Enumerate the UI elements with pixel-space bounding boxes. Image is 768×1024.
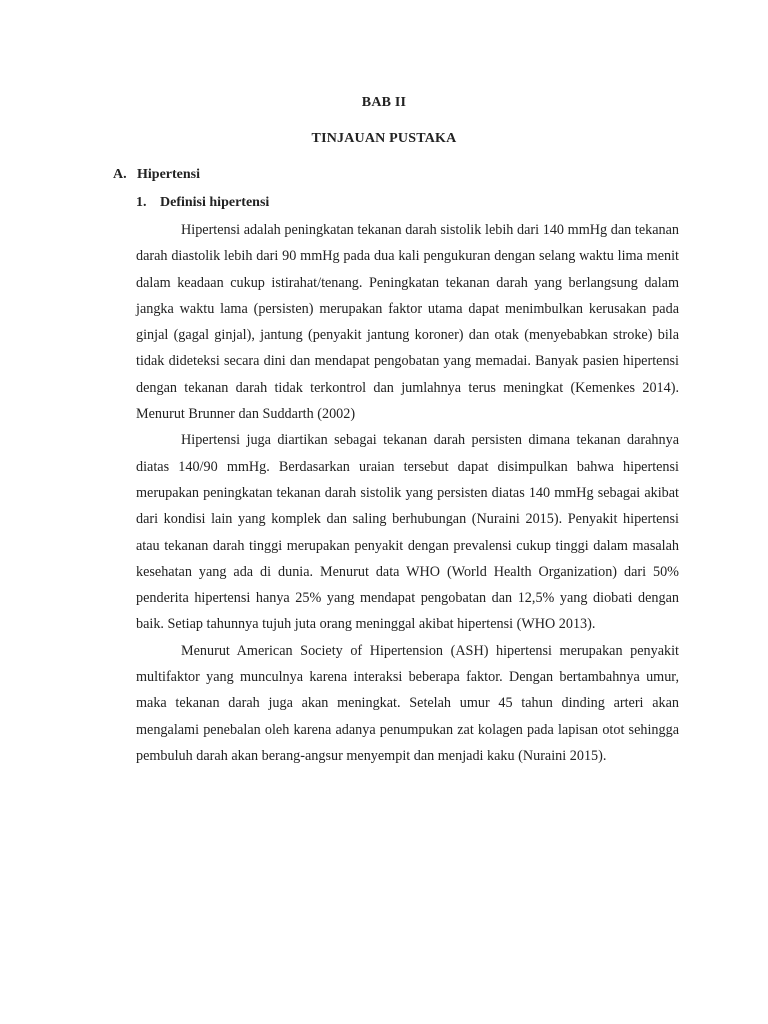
paragraph: Menurut American Society of Hipertension (ASH) hipertensi merupakan penyakit multifaktor yang munculnya karena interaksi beberapa faktor. Dengan bertambahnya umur, maka tekanan darah juga akan meningkat. Setelah umur 45 tahun dinding arteri akan mengalami penebalan oleh karena adanya penumpukan zat kolagen pada lapisan otot sehingga pembuluh darah akan berang-angsur menyempit dan menjadi kaku (Nuraini 2015).: [136, 642, 679, 764]
subsection-heading: [136, 195, 269, 211]
section-title: Hipertensi: [137, 167, 200, 182]
chapter-number: BAB II: [361, 95, 407, 110]
subsection-title: Definisi hipertensi: [160, 195, 270, 210]
chapter-title: TINJAUAN PUSTAKA: [311, 131, 457, 146]
section-heading: [113, 167, 200, 183]
section-marker: A.: [113, 167, 127, 182]
subsection-marker: 1.: [136, 195, 147, 210]
body-text: [136, 217, 679, 769]
paragraph: Hipertensi juga diartikan sebagai tekanan darah persisten dimana tekanan darahnya diatas 140/90 mmHg. Berdasarkan uraian tersebut dapat disimpulkan bahwa hipertensi merupakan peningkatan tekanan darah sistolik yang persisten diatas 140 mmHg sebagai akibat dari kondisi lain yang komplek dan saling berhubungan (Nuraini 2015). Penyakit hipertensi atau tekanan darah tinggi merupakan penyakit dengan prevalensi cukup tinggi dalam masalah kesehatan yang ada di dunia. Menurut data WHO (World Health Organization) dari 50% penderita hipertensi hanya 25% yang mendapat pengobatan dan 12,5% yang diobati dengan baik. Setiap tahunnya tujuh juta orang meninggal akibat hipertensi (WHO 2013).: [136, 432, 679, 633]
paragraph: Hipertensi adalah peningkatan tekanan darah sistolik lebih dari 140 mmHg dan tekanan darah diastolik lebih dari 90 mmHg pada dua kali pengukuran dengan selang waktu lima menit dalam keadaan cukup istirahat/tenang. Peningkatan tekanan darah yang berlangsung dalam jangka waktu lama (persisten) merupakan faktor utama dapat menimbulkan kerusakan pada ginjal (gagal ginjal), jantung (penyakit jantung koroner) dan otak (menyebabkan stroke) bila tidak dideteksi secara dini dan mendapat pengobatan yang memadai. Banyak pasien hipertensi dengan tekanan darah tidak terkontrol dan jumlahnya terus meningkat (Kemenkes 2014). Menurut Brunner dan Suddarth (2002): [136, 222, 679, 423]
